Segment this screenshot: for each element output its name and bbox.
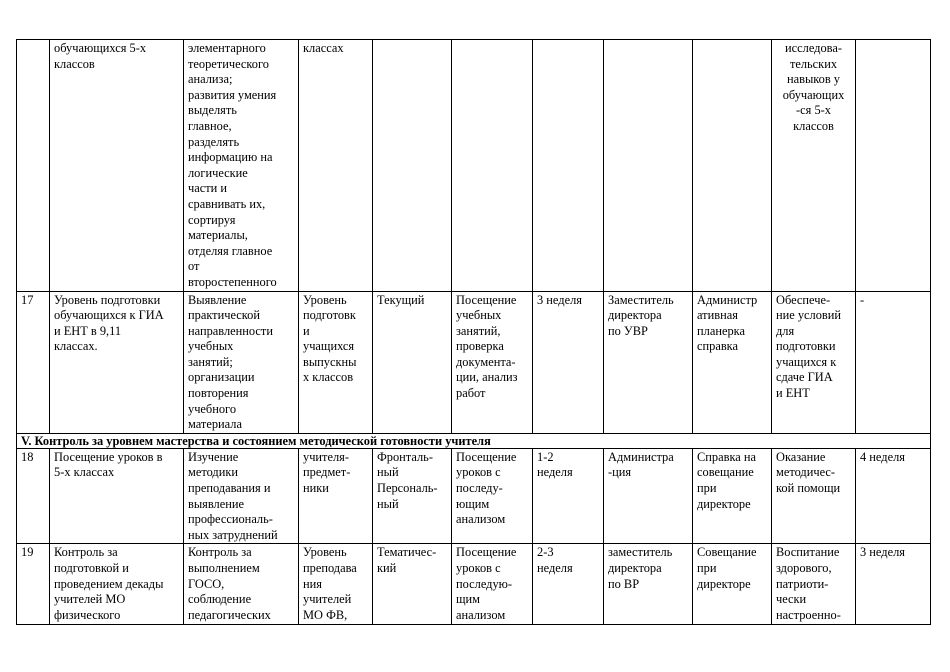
- cell-period: [533, 40, 604, 292]
- cell-goal: Выявление практической направленности учебных занятий; организации повторения учебного материала: [184, 291, 299, 433]
- cell-subject: Уровень подготовк и учащихся выпускны х классов: [299, 291, 373, 433]
- cell-methods: Посещение уроков с последую- щим анализом: [452, 544, 533, 625]
- cell-num: 17: [17, 291, 50, 433]
- cell-object: Контроль за подготовкой и проведением декады учителей МО физического: [50, 544, 184, 625]
- cell-num: 19: [17, 544, 50, 625]
- cell-num: 18: [17, 448, 50, 544]
- cell-period: 2-3 неделя: [533, 544, 604, 625]
- cell-subject: классах: [299, 40, 373, 292]
- cell-subject: Уровень преподава ния учителей МО ФВ,: [299, 544, 373, 625]
- cell-goal: Изучение методики преподавания и выявление профессиональ- ных затруднений: [184, 448, 299, 544]
- cell-subject: учителя- предмет- ники: [299, 448, 373, 544]
- cell-repeat: [856, 40, 931, 292]
- cell-responsible: Администра -ция: [604, 448, 693, 544]
- cell-num: [17, 40, 50, 292]
- cell-decision: Воспитание здорового, патриоти- чески настроенно-: [772, 544, 856, 625]
- table-row: [17, 40, 931, 292]
- cell-goal: элементарного теоретического анализа; развития умения выделять главное, разделять информацию на логические части и сравнивать их, сортируя материалы, отделяя главное от второстепенного: [184, 40, 299, 292]
- cell-decision: Обеспече- ние условий для подготовки учащихся к сдаче ГИА и ЕНТ: [772, 291, 856, 433]
- cell-methods: [452, 40, 533, 292]
- cell-summary: Совещание при директоре: [693, 544, 772, 625]
- section-v-title: V. Контроль за уровнем мастерства и состоянием методической готовности учителя: [17, 433, 931, 448]
- cell-type: Тематичес- кий: [373, 544, 452, 625]
- table-row: [17, 448, 931, 544]
- cell-type: [373, 40, 452, 292]
- cell-decision: Оказание методичес- кой помощи: [772, 448, 856, 544]
- cell-object: обучающихся 5-х классов: [50, 40, 184, 292]
- table-row: [17, 291, 931, 433]
- cell-repeat: -: [856, 291, 931, 433]
- cell-responsible: Заместитель директора по УВР: [604, 291, 693, 433]
- cell-period: 3 неделя: [533, 291, 604, 433]
- cell-methods: Посещение учебных занятий, проверка документа- ции, анализ работ: [452, 291, 533, 433]
- cell-repeat: 4 неделя: [856, 448, 931, 544]
- cell-decision: исследова- тельских навыков у обучающих -ся 5-х классов: [772, 40, 856, 292]
- cell-object: Посещение уроков в 5-х классах: [50, 448, 184, 544]
- cell-repeat: 3 неделя: [856, 544, 931, 625]
- cell-type: Текущий: [373, 291, 452, 433]
- cell-summary: Справка на совещание при директоре: [693, 448, 772, 544]
- cell-goal: Контроль за выполнением ГОСО, соблюдение педагогических: [184, 544, 299, 625]
- cell-summary: [693, 40, 772, 292]
- cell-period: 1-2 неделя: [533, 448, 604, 544]
- section-heading-row: [17, 433, 931, 448]
- cell-responsible: [604, 40, 693, 292]
- cell-summary: Администр ативная планерка справка: [693, 291, 772, 433]
- cell-methods: Посещение уроков с последу- ющим анализом: [452, 448, 533, 544]
- control-plan-table: [16, 39, 931, 625]
- cell-responsible: заместитель директора по ВР: [604, 544, 693, 625]
- cell-type: Фронталь- ный Персональ- ный: [373, 448, 452, 544]
- cell-object: Уровень подготовки обучающихся к ГИА и ЕНТ в 9,11 классах.: [50, 291, 184, 433]
- table-row: [17, 544, 931, 625]
